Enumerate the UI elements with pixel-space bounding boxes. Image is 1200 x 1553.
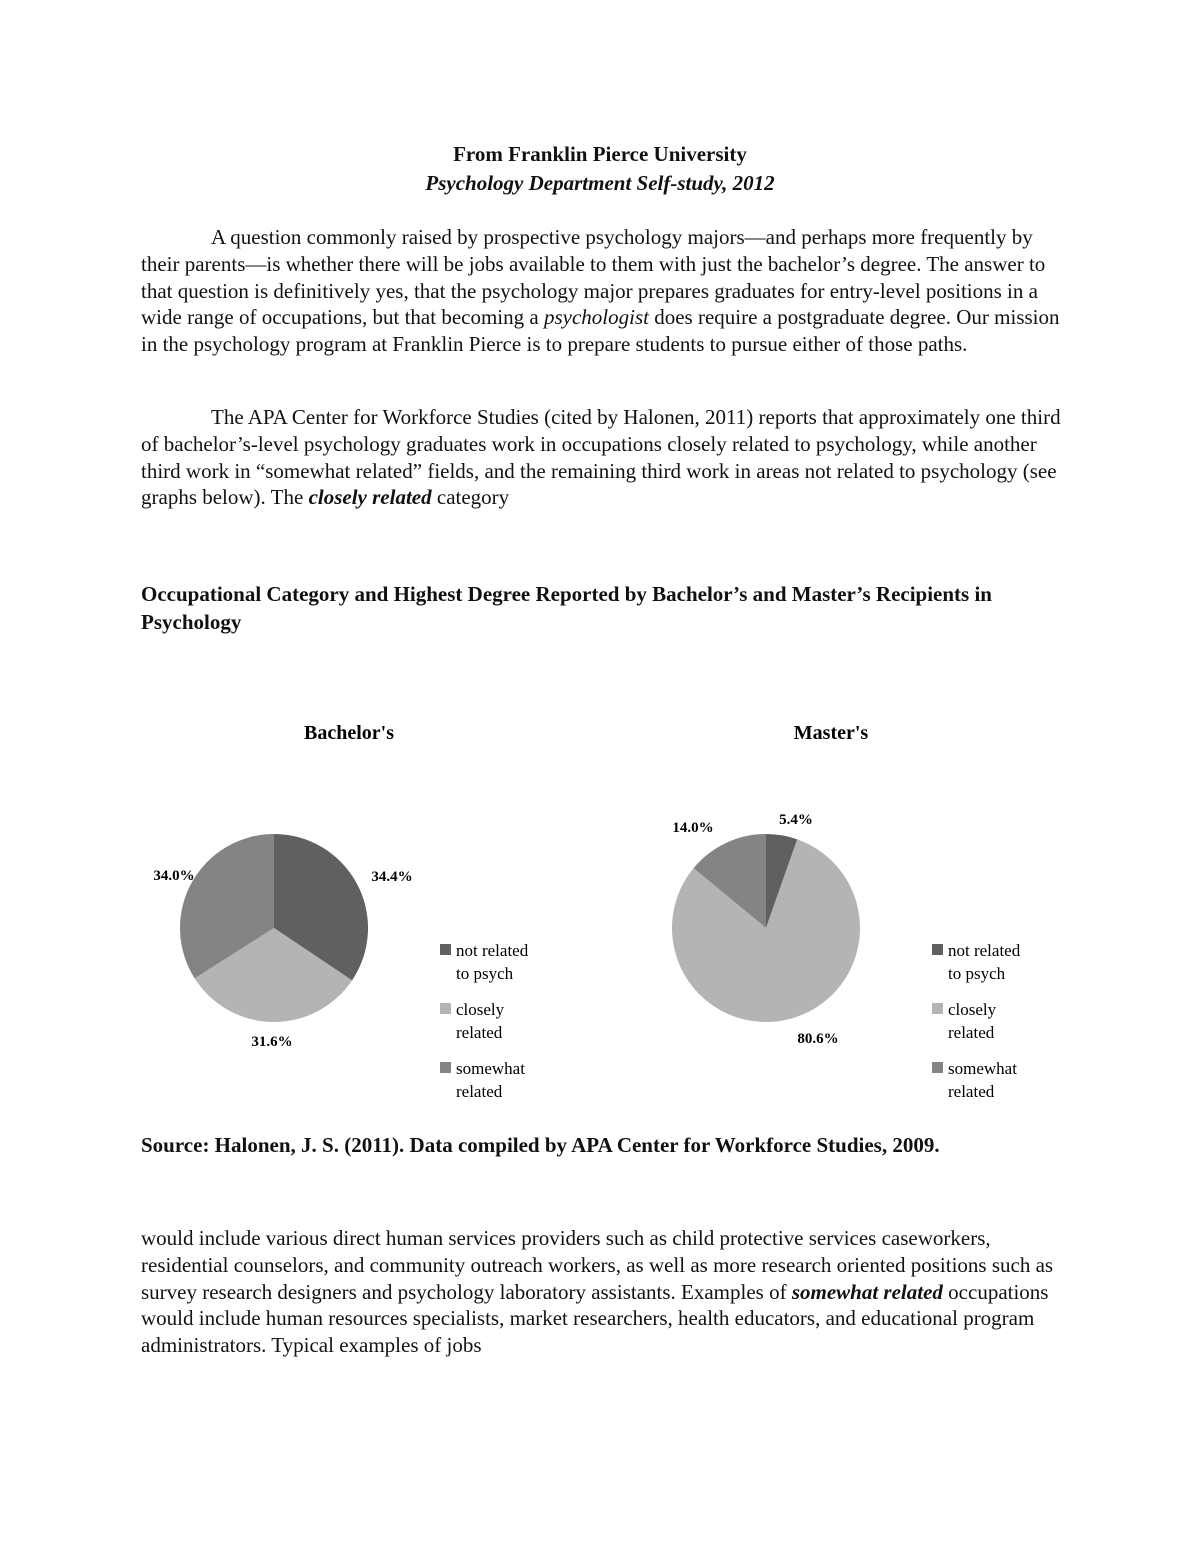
masters-legend-swatch-not_related xyxy=(932,944,943,955)
paragraph-2-emphasis: closely related xyxy=(308,485,432,510)
masters-legend-text-not_related: not related xyxy=(948,941,1021,960)
bachelors-legend-swatch-somewhat xyxy=(440,1062,451,1073)
paragraph-1-text-a: A question commonly raised by prospective psychology majors—and perhaps more frequently by their parents—is whether there will be jobs available to them with just the bachelor’s degree. The answer to that question is definitively yes, that the psychology major prepares graduates for entry-level positions in a wide range of occupations, but that becoming a xyxy=(141,225,1046,330)
bachelors-label-somewhat: 34.0% xyxy=(153,868,195,884)
masters-legend-swatch-somewhat xyxy=(932,1062,943,1073)
document-source-heading: From Franklin Pierce University xyxy=(453,142,747,166)
masters-label-closely: 80.6% xyxy=(797,1031,839,1047)
bachelors-legend-text-not_related: not related xyxy=(456,941,529,960)
paragraph-2-text-a: The APA Center for Workforce Studies (cited by Halonen, 2011) reports that approximately one third of bachelor’s-level psychology graduates work in occupations closely related to psychology, while another third work in “somewhat related” fields, and the remaining third work in areas not related to psychology (see graphs below). The xyxy=(141,405,1061,510)
bachelors-legend-text-not_related: to psych xyxy=(456,964,514,983)
masters-label-not_related: 5.4% xyxy=(779,812,813,828)
masters-legend-text-closely: related xyxy=(948,1023,995,1042)
paragraph-1-text-b: does require a postgraduate degree. Our mission in the psychology program at Franklin Pierce is to prepare students to pursue either of those paths. xyxy=(141,305,1060,357)
masters-legend-text-closely: closely xyxy=(948,1000,997,1019)
paragraph-3-text-b: occupations would include human resources specialists, market researchers, health educators, and educational program administrators. Typical examples of jobs xyxy=(141,1279,1049,1358)
bachelors-label-not_related: 34.4% xyxy=(371,869,413,885)
masters-legend-swatch-closely xyxy=(932,1003,943,1014)
document-subtitle: Psychology Department Self-study, 2012 xyxy=(425,171,775,195)
bachelors-legend-text-somewhat: related xyxy=(456,1082,503,1101)
bachelors-legend-swatch-closely xyxy=(440,1003,451,1014)
paragraph-1-italic-term: psychologist xyxy=(543,305,649,330)
masters-legend-text-somewhat: related xyxy=(948,1082,995,1101)
masters-legend-text-somewhat: somewhat xyxy=(948,1059,1017,1078)
paragraph-3-text-a: would include various direct human services providers such as child protective services caseworkers, residential counselors, and community outreach workers, as well as more research oriented positions such as survey research designers and psychology laboratory assistants. Examples of xyxy=(141,1226,1054,1304)
paragraph-2-text-b: category xyxy=(431,485,510,510)
masters-pie-title: Master's xyxy=(793,722,869,744)
paragraph-3-emphasis: somewhat related xyxy=(791,1279,943,1304)
bachelors-pie-title: Bachelor's xyxy=(304,722,394,744)
bachelors-legend-swatch-not_related xyxy=(440,944,451,955)
masters-legend-text-not_related: to psych xyxy=(948,964,1006,983)
masters-label-somewhat: 14.0% xyxy=(672,820,714,836)
bachelors-label-closely: 31.6% xyxy=(251,1034,293,1050)
paragraph-3 xyxy=(141,1225,1061,1359)
bachelors-legend-text-somewhat: somewhat xyxy=(456,1059,525,1078)
bachelors-legend-text-closely: closely xyxy=(456,1000,505,1019)
masters-pie-chart xyxy=(672,722,1021,1101)
figure-title: Occupational Category and Highest Degree Reported by Bachelor’s and Master’s Recipients in Psychology xyxy=(141,582,992,634)
bachelors-legend-text-closely: related xyxy=(456,1023,503,1042)
bachelors-pie-chart xyxy=(153,722,528,1101)
figure-source: Source: Halonen, J. S. (2011). Data compiled by APA Center for Workforce Studies, 2009. xyxy=(141,1133,940,1157)
